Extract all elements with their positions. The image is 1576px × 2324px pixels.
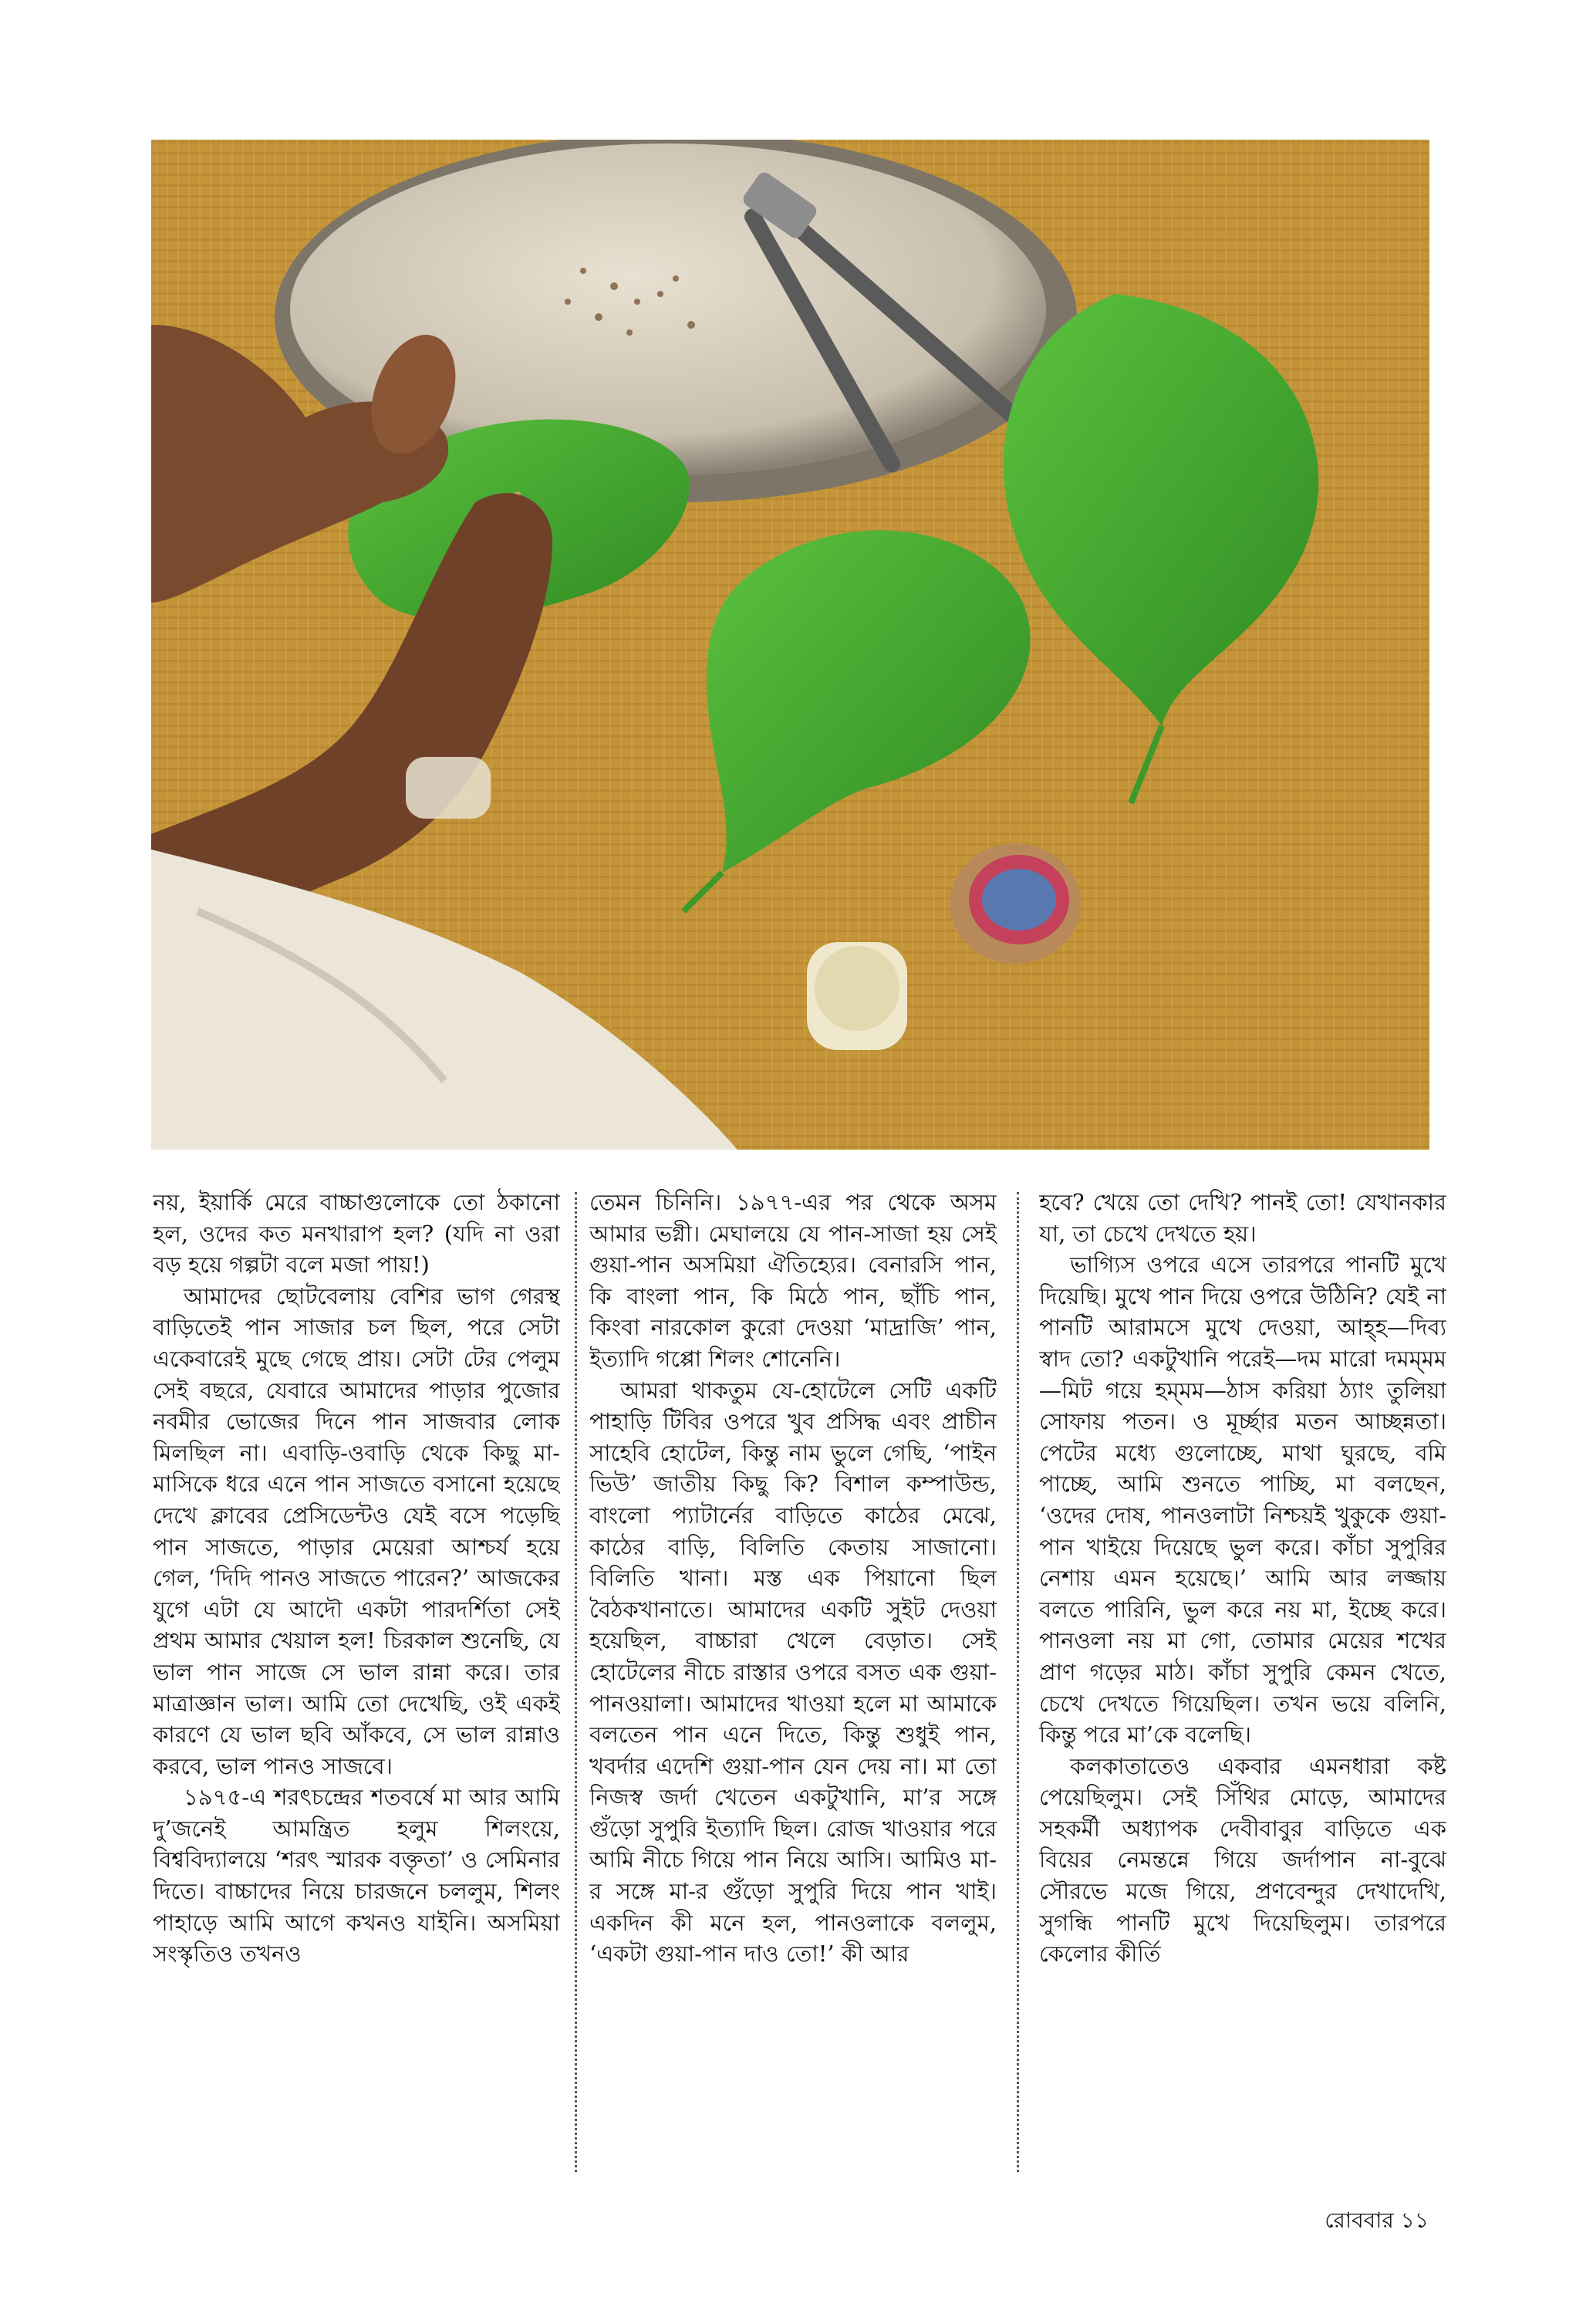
article-column-3: [1039, 1187, 1446, 2188]
article-column-1: [153, 1187, 560, 2188]
paragraph: ভাগ্যিস ওপরে এসে তারপরে পানটি মুখে দিয়েছি। মুখে পান দিয়ে ওপরে উঠিনি? যেই না পানটি আরামসে মুখে দেওয়া, আহ্‌হ—দিব্য স্বাদ তো? একটুখানি পরেই—দম মারো দমম্‌মম—মিট গয়ে হম্‌মম—ঠাস করিয়া ঠ্যাং তুলিয়া সোফায় পতন। ও মূর্চ্ছার মতন আচ্ছন্নতা। পেটের মধ্যে গুলোচ্ছে, মাথা ঘুরছে, বমি পাচ্ছে, আমি শুনতে পাচ্ছি, মা বলছেন, ‘ওদের দোষ, পানওলাটা নিশ্চয়ই খুকুকে গুয়া-পান খাইয়ে দিয়েছে ভুল করে। কাঁচা সুপুরির নেশায় এমন হয়েছে।’ আমি আর লজ্জায় বলতে পারিনি, ভুল করে নয় মা, ইচ্ছে করে। পানওলা নয় মা গো, তোমার মেয়ের শখের প্রাণ গড়ের মাঠ। কাঁচা সুপুরি কেমন খেতে, চেখে দেখতে গিয়েছিল। তখন ভয়ে বলিনি, কিন্তু পরে মা’কে বলেছি।: [1039, 1252, 1446, 1748]
column-divider: [1017, 1192, 1019, 2172]
paan-photograph: [151, 140, 1429, 1150]
paragraph: নয়, ইয়ার্কি মেরে বাচ্চাগুলোকে তো ঠকানো হল, ওদের কত মনখারাপ হল? (যদি না ওরা বড় হয়ে গল্পটা বলে মজা পায়!): [153, 1189, 560, 1279]
paragraph: ১৯৭৫-এ শরৎচন্দ্রের শতবর্ষে মা আর আমি দু’জনেই আমন্ত্রিত হলুম শিলংয়ে, বিশ্ববিদ্যালয়ে ‘শরৎ স্মারক বক্তৃতা’ ও সেমিনার দিতে। বাচ্চাদের নিয়ে চারজনে চললুম, শিলং পাহাড়ে আমি আগে কখনও যাইনি। অসমিয়া সংস্কৃতিও তখনও: [153, 1784, 560, 1968]
column-divider: [575, 1192, 577, 2172]
paragraph: আমাদের ছোটবেলায় বেশির ভাগ গেরস্থ বাড়িতেই পান সাজার চল ছিল, পরে সেটা একেবারেই মুছে গেছে প্রায়। সেটা টের পেলুম সেই বছরে, যেবারে আমাদের পাড়ার পুজোর নবমীর ভোজের দিনে পান সাজবার লোক মিলছিল না। এবাড়ি-ওবাড়ি থেকে কিছু মা-মাসিকে ধরে এনে পান সাজতে বসানো হয়েছে দেখে ক্লাবের প্রেসিডেন্টও যেই বসে পড়েছি পান সাজতে, পাড়ার মেয়েরা আশ্চর্য হয়ে গেল, ‘দিদি পানও সাজতে পারেন?’ আজকের যুগে এটা যে আদৌ একটা পারদর্শিতা সেই প্রথম আমার খেয়াল হল! চিরকাল শুনেছি, যে ভাল পান সাজে সে ভাল রান্না করে। তার মাত্রাজ্ঞান ভাল। আমি তো দেখেছি, ওই একই কারণে যে ভাল ছবি আঁকবে, সে ভাল রান্নাও করবে, ভাল পানও সাজবে।: [153, 1282, 560, 1779]
article-column-2: [589, 1187, 997, 2188]
page-folio: রোববার ১১: [1325, 2207, 1429, 2233]
paragraph: আমরা থাকতুম যে-হোটেলে সেটি একটি পাহাড়ি টিবির ওপরে খুব প্রসিদ্ধ এবং প্রাচীন সাহেবি হোটেল, কিন্তু নাম ভুলে গেছি, ‘পাইন ভিউ’ জাতীয় কিছু কি? বিশাল কম্পাউন্ড, বাংলো প্যাটার্নের বাড়িতে কাঠের মেঝে, কাঠের বাড়ি, বিলিতি কেতায় সাজানো। বিলিতি খানা। মস্ত এক পিয়ানো ছিল বৈঠকখানাতে। আমাদের একটি সুইট দেওয়া হয়েছিল, বাচ্চারা খেলে বেড়াত। সেই হোটেলের নীচে রাস্তার ওপরে বসত এক গুয়া-পানওয়ালা। আমাদের খাওয়া হলে মা আমাকে বলতেন পান এনে দিতে, কিন্তু শুধুই পান, খবর্দার এদেশি গুয়া-পান যেন দেয় না। মা তো নিজস্ব জর্দা খেতেন একটুখানি, মা’র সঙ্গে গুঁড়ো সুপুরি ইত্যাদি ছিল। রোজ খাওয়ার পরে আমি নীচে গিয়ে পান নিয়ে আসি। আমিও মা-র সঙ্গে মা-র গুঁড়ো সুপুরি দিয়ে পান খাই। একদিন কী মনে হল, পানওলাকে বললুম, ‘একটা গুয়া-পান দাও তো!’ কী আর: [589, 1376, 997, 1968]
paragraph: তেমন চিনিনি। ১৯৭৭-এর পর থেকে অসম আমার ভগ্নী। মেঘালয়ে যে পান-সাজা হয় সেই গুয়া-পান অসমিয়া ঐতিহ্যের। বেনারসি পান, কি বাংলা পান, কি মিঠে পান, ছাঁচি পান, কিংবা নারকোল কুরো দেওয়া ‘মাদ্রাজি’ পান, ইত্যাদি গপ্পো শিলং শোনেনি।: [589, 1189, 997, 1372]
betel-leaf-paan-photo-icon: [151, 140, 1429, 1150]
paragraph: হবে? খেয়ে তো দেখি? পানই তো! যেখানকার যা, তা চেখে দেখতে হয়।: [1039, 1189, 1446, 1247]
paragraph: কলকাতাতেও একবার এমনধারা কষ্ট পেয়েছিলুম। সেই সিঁথির মোড়ে, আমাদের সহকর্মী অধ্যাপক দেবীবাবুর বাড়িতে এক বিয়ের নেমন্তন্নে গিয়ে জর্দাপান না-বুঝে সৌরভে মজে গিয়ে, প্রণবেন্দুর দেখাদেখি, সুগন্ধি পানটি মুখে দিয়েছিলুম। তারপরে কেলোর কীর্তি: [1039, 1752, 1446, 1968]
